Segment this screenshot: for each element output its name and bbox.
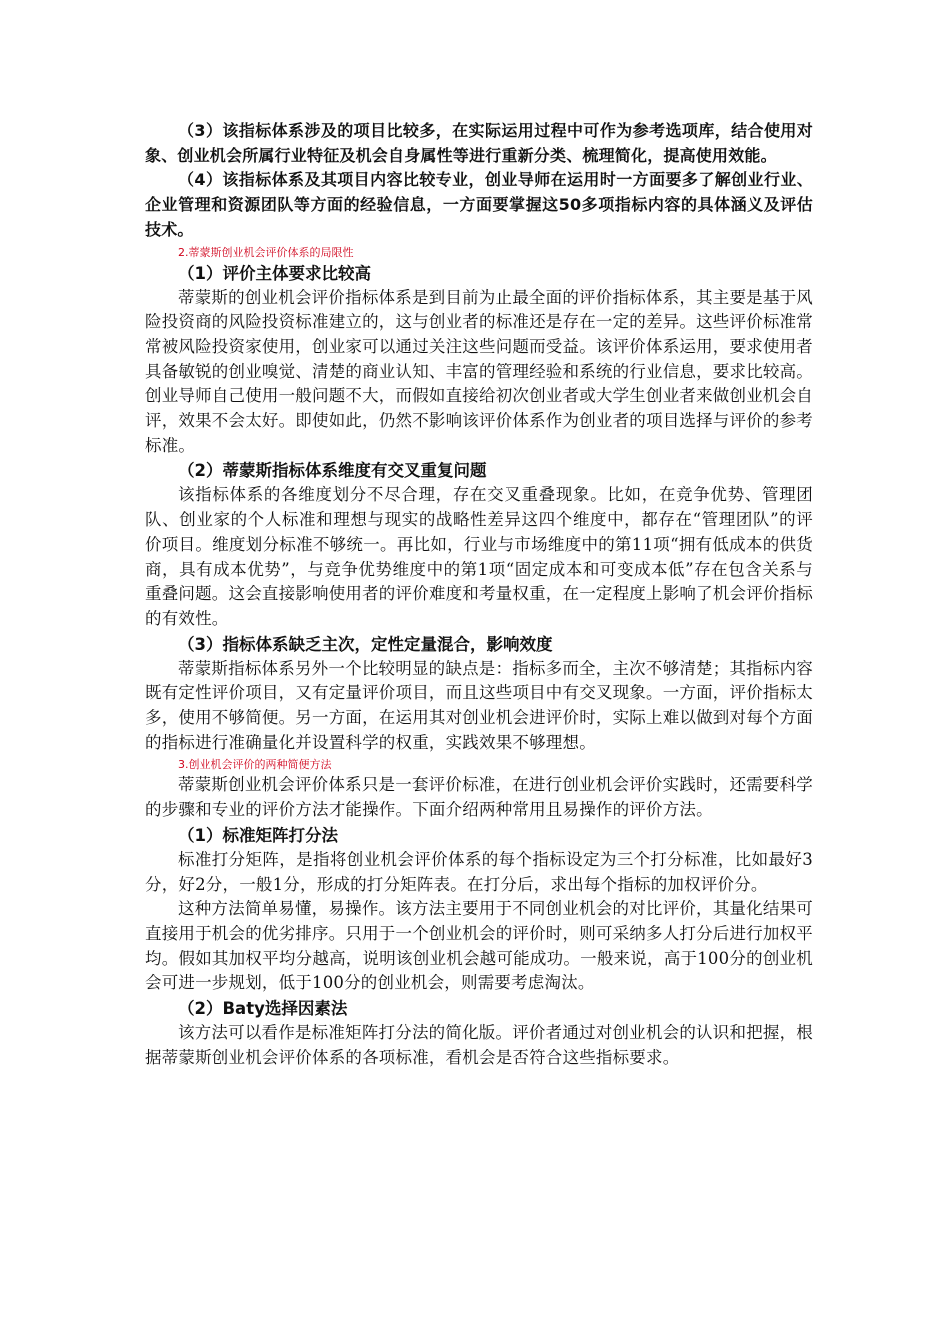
subheading-evaluator-requirements: （1）评价主体要求比较高	[178, 263, 371, 283]
subheading-baty-method: （2）Baty选择因素法	[178, 999, 348, 1019]
section-heading-2: 2.蒂蒙斯创业机会评价体系的局限性	[178, 245, 354, 259]
document-page	[145, 119, 813, 1071]
paragraph-point-4: （4）该指标体系及其项目内容比较专业，创业导师在运用时一方面要多了解创业行业、企业管理和资源团队等方面的经验信息，一方面要掌握这50多项指标内容的具体涵义及评估技术。	[145, 170, 813, 239]
paragraph-lack-of-priority: 蒂蒙斯指标体系另外一个比较明显的缺点是：指标多而全，主次不够清楚；其指标内容既有定性评价项目，又有定量评价项目，而且这些项目中有交叉现象。一方面，评价指标太多，使用不够简便。另一方面，在运用其对创业机会进评价时，实际上难以做到对每个方面的指标进行准确量化并设置科学的权重，实践效果不够理想。	[145, 658, 813, 752]
paragraph-point-3: （3）该指标体系涉及的项目比较多，在实际运用过程中可作为参考选项库，结合使用对象、创业机会所属行业特征及机会自身属性等进行重新分类、梳理简化，提高使用效能。	[145, 121, 813, 165]
section-heading-3: 3.创业机会评价的两种简便方法	[178, 758, 332, 772]
subheading-lack-of-priority: （3）指标体系缺乏主次，定性定量混合，影响效度	[178, 634, 553, 654]
paragraph-standard-matrix-2: 这种方法简单易懂，易操作。该方法主要用于不同创业机会的对比评价，其量化结果可直接用于机会的优劣排序。只用于一个创业机会的评价时，则可采纳多人打分后进行加权平均。假如其加权平均分越高，说明该创业机会越可能成功。一般来说，高于100分的创业机会可进一步规划，低于100分的创业机会，则需要考虑淘汰。	[145, 899, 813, 993]
paragraph-dimension-overlap: 该指标体系的各维度划分不尽合理，存在交叉重叠现象。比如，在竞争优势、管理团队、创业家的个人标准和理想与现实的战略性差异这四个维度中，都存在“管理团队”的评价项目。维度划分标准不够统一。再比如，行业与市场维度中的第11项“拥有低成本的供货商，具有成本优势”，与竞争优势维度中的第1项“固定成本和可变成本低”存在包含关系与重叠问题。这会直接影响使用者的评价难度和考量权重，在一定程度上影响了机会评价指标的有效性。	[145, 485, 813, 628]
paragraph-section-3-intro: 蒂蒙斯创业机会评价体系只是一套评价标准，在进行创业机会评价实践时，还需要科学的步骤和专业的评价方法才能操作。下面介绍两种常用且易操作的评价方法。	[145, 775, 813, 820]
subheading-dimension-overlap: （2）蒂蒙斯指标体系维度有交叉重复问题	[178, 461, 487, 481]
subheading-standard-matrix: （1）标准矩阵打分法	[178, 825, 338, 845]
paragraph-evaluator-requirements: 蒂蒙斯的创业机会评价指标体系是到目前为止最全面的评价指标体系，其主要是基于风险投资商的风险投资标准建立的，这与创业者的标准还是存在一定的差异。这些评价标准常常被风险投资家使用，创业家可以通过关注这些问题而受益。该评价体系运用，要求使用者具备敏锐的创业嗅觉、清楚的商业认知、丰富的管理经验和系统的行业信息，要求比较高。创业导师自己使用一般问题不大，而假如直接给初次创业者或大学生创业者来做创业机会自评，效果不会太好。即使如此，仍然不影响该评价体系作为创业者的项目选择与评价的参考标准。	[145, 287, 813, 455]
paragraph-baty-method: 该方法可以看作是标准矩阵打分法的简化版。评价者通过对创业机会的认识和把握，根据蒂蒙斯创业机会评价体系的各项标准，看机会是否符合这些指标要求。	[145, 1023, 813, 1067]
paragraph-standard-matrix-1: 标准打分矩阵，是指将创业机会评价体系的每个指标设定为三个打分标准，比如最好3分，好2分，一般1分，形成的打分矩阵表。在打分后，求出每个指标的加权评价分。	[145, 849, 813, 894]
